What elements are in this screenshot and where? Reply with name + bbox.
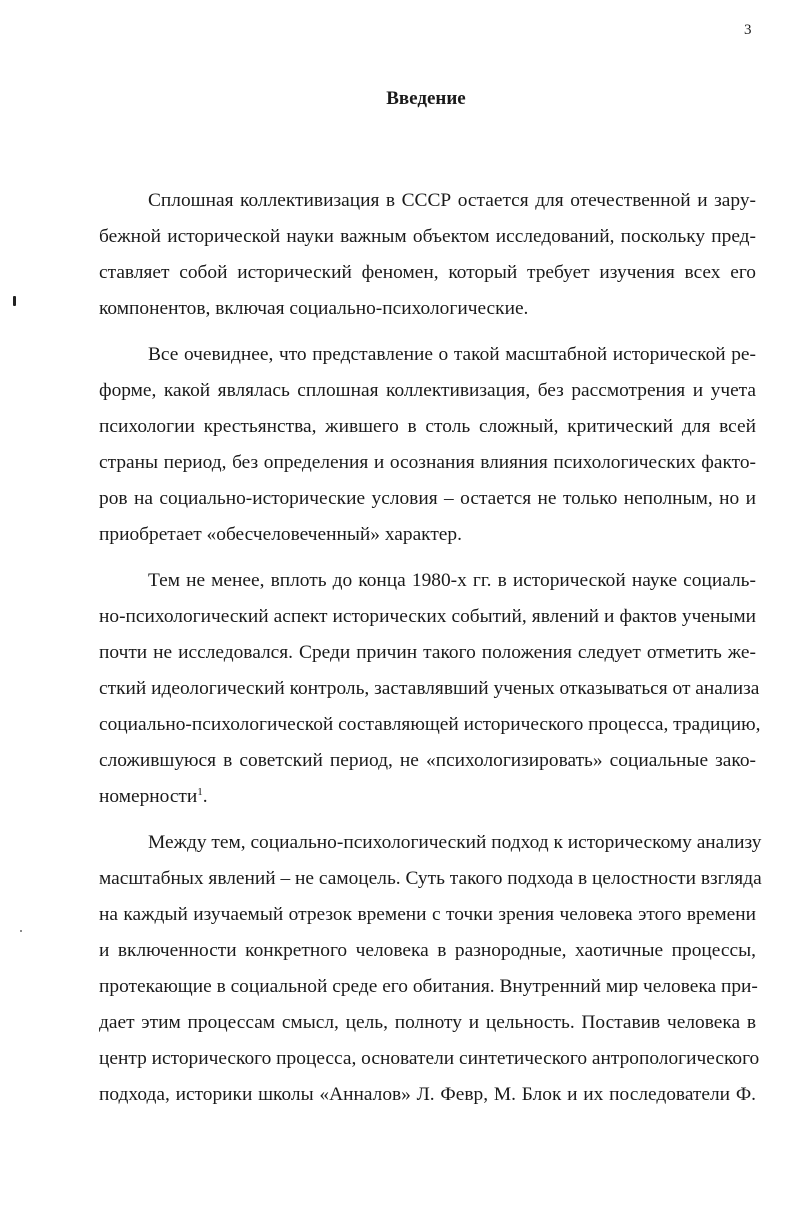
text-line bbox=[99, 779, 756, 815]
text-line: страны период, без определения и осознания влияния психологических факто- bbox=[99, 452, 756, 473]
scan-dot bbox=[20, 930, 22, 932]
text-line: подхода, историки школы «Анналов» Л. Февр, М. Блок и их последователи Ф. bbox=[99, 1084, 756, 1105]
text-line: протекающие в социальной среде его обитания. Внутренний мир человека при- bbox=[99, 976, 758, 997]
text-line: приобретает «обесчеловеченный» характер. bbox=[99, 524, 462, 545]
text-line: и включенности конкретного человека в разнородные, хаотичные процессы, bbox=[99, 940, 756, 961]
text-line: центр исторического процесса, основатели синтетического антропологического bbox=[99, 1048, 760, 1069]
text-line: почти не исследовался. Среди причин такого положения следует отметить же- bbox=[99, 642, 756, 663]
body-text bbox=[99, 183, 762, 1113]
text-line: социально-психологической составляющей исторического процесса, традицию, bbox=[99, 714, 761, 735]
text-line: психологии крестьянства, жившего в столь сложный, критический для всей bbox=[99, 416, 756, 437]
text-line: но-психологический аспект исторических событий, явлений и фактов учеными bbox=[99, 606, 756, 627]
page-number: 3 bbox=[744, 22, 752, 38]
text-line: сложившуюся в советский период, не «психологизировать» социальные зако- bbox=[99, 750, 756, 771]
scan-mark bbox=[13, 296, 16, 306]
text-line: Сплошная коллективизация в СССР остается для отечественной и зару- bbox=[148, 190, 756, 211]
text-line: форме, какой являлась сплошная коллективизация, без рассмотрения и учета bbox=[99, 380, 756, 401]
text-line: компонентов, включая социально-психологические. bbox=[99, 298, 529, 319]
section-title: Введение bbox=[386, 88, 466, 109]
text-line: ров на социально-исторические условия – остается не только неполным, но и bbox=[99, 488, 756, 509]
text-line: дает этим процессам смысл, цель, полноту и цельность. Поставив человека в bbox=[99, 1012, 756, 1033]
text-line: на каждый изучаемый отрезок времени с точки зрения человека этого времени bbox=[99, 904, 756, 925]
paragraph-3 bbox=[99, 563, 761, 815]
text-line: ставляет собой исторический феномен, который требует изучения всех его bbox=[99, 262, 756, 283]
text-line: Тем не менее, вплоть до конца 1980-х гг. в исторической науке социаль- bbox=[148, 570, 756, 591]
paragraph-4 bbox=[99, 825, 762, 1113]
sentence-end: . bbox=[202, 786, 208, 807]
paragraph-2 bbox=[99, 337, 756, 553]
footnote-reference[interactable]: 1 bbox=[197, 786, 203, 798]
text-line-content: номерности bbox=[99, 786, 198, 807]
text-line: Все очевиднее, что представление о такой масштабной исторической ре- bbox=[148, 344, 756, 365]
text-line: Между тем, социально-психологический подход к историческому анализу bbox=[148, 832, 762, 853]
text-line: бежной исторической науки важным объектом исследований, поскольку пред- bbox=[99, 226, 756, 247]
paragraph-1 bbox=[99, 183, 756, 327]
text-line: масштабных явлений – не самоцель. Суть такого подхода в целостности взгляда bbox=[99, 868, 762, 889]
text-line: сткий идеологический контроль, заставлявший ученых отказываться от анализа bbox=[99, 678, 760, 699]
